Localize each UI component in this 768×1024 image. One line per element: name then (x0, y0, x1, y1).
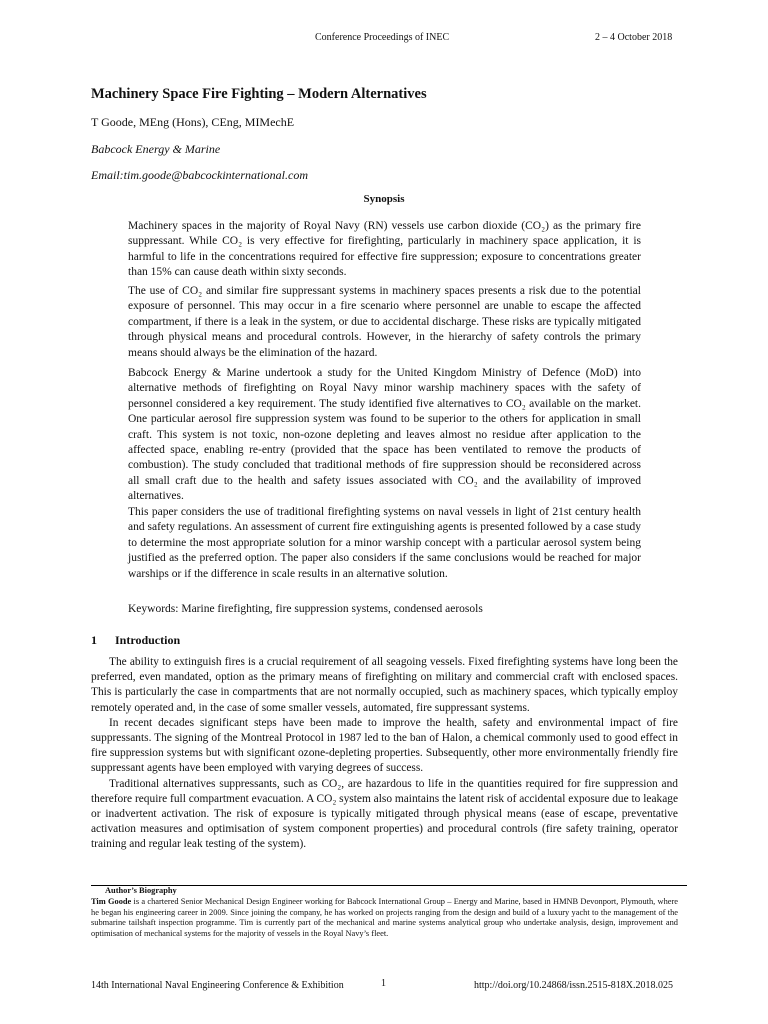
page-number: 1 (381, 978, 386, 989)
introduction-paragraph-2: In recent decades significant steps have been made to improve the health, safety and environmental impact of fire suppressants. The signing of the Montreal Protocol in 1987 led to the ban of Halon, a chemical commonly used to good effect in fire suppression systems but with significant ozone-depleting properties. Subsequently, other more environmentally friendly fire suppressant agents have been employed with varying degrees of success. (91, 716, 678, 775)
section-number: 1 (91, 633, 97, 647)
section-title: Introduction (115, 633, 181, 647)
footer-doi[interactable]: http://doi.org/10.24868/issn.2515-818X.2018.025 (474, 980, 673, 991)
biography-text (91, 897, 678, 939)
biography-name: Tim Goode (91, 897, 132, 906)
synopsis-heading: Synopsis (363, 193, 405, 205)
section-heading-introduction (91, 633, 180, 648)
introduction-paragraph-1: The ability to extinguish fires is a crucial requirement of all seagoing vessels. Fixed firefighting systems have long been the preferred, even mandated, option as the primary means of firefighting on military and commercial craft with enclosed spaces. This is particularly the case in compartments that are not normally occupied, such as machinery spaces, which typically employ remotely operated and, in the case of some smaller vessels, automated, fire suppressant systems. (91, 656, 678, 714)
biography-heading: Author’s Biography (105, 886, 177, 895)
introduction-paragraph-3: Traditional alternatives suppressants, such as CO₂, are hazardous to life in the quantities required for fire suppression and therefore require full compartment evacuation. A CO₂ system also maintains the latent risk of accidental exposure due to leakage or inadvertent activation. The risk of exposure is typically mitigated through physical means (ease of escape, preventative activation measures and optimisation of system component properties) and procedural controls (fire safety training, operator training and regular leak testing of the system). (91, 777, 678, 851)
footer-conference: 14th International Naval Engineering Conference & Exhibition (91, 980, 344, 991)
paper-title: Machinery Space Fire Fighting – Modern Alternatives (91, 86, 427, 102)
synopsis-paragraph-4: This paper considers the use of traditional firefighting systems on naval vessels in light of 21st century health and safety regulations. An assessment of current fire extinguishing agents is presented followed by a case study to determine the most appropriate solution for a minor warship concept with a particular aerosol system being justified as the preferred option. The paper also considers if the same conclusions would be reached for major warships or if the difference in scale results in an alternative solution. (128, 506, 641, 580)
biography-body: is a chartered Senior Mechanical Design Engineer working for Babcock International Group – Energy and Marine, based in HMNB Devonport, Plymouth, where he began his engineering career in 2009. Since joining the company, he has worked on projects ranging from the design and build of a luxury yacht to the management of the submarine tailshaft inspection programme. Tim is currently part of the mechanical and marine systems analytical group who undertake analysis, design, improvement and optimisation of mechanical systems for the majority of vessels in the Royal Navy’s fleet. (91, 897, 678, 938)
keywords: Keywords: Marine firefighting, fire suppression systems, condensed aerosols (128, 603, 483, 615)
author-line: T Goode, MEng (Hons), CEng, MIMechE (91, 115, 295, 129)
running-header-conference: Conference Proceedings of INEC (315, 32, 450, 43)
email: Email:tim.goode@babcockinternational.com (91, 168, 308, 182)
synopsis-paragraph-3: Babcock Energy & Marine undertook a study for the United Kingdom Ministry of Defence (MoD) into alternative methods of firefighting on Royal Navy minor warship machinery spaces with the safety of personnel considered a key requirement. The study identified five alternatives to CO₂ available on the market. One particular aerosol fire suppression system was found to be superior to the others for application in small craft. This system is not toxic, non-ozone depleting and leaves almost no residue after application to the affected space, enabling re-entry (provided that the space has been ventilated to remove the products of combustion). The study concluded that traditional methods of fire suppression should be reconsidered across all small craft due to the health and safety issues associated with CO₂ and the availability of improved alternatives. (128, 367, 641, 503)
synopsis-paragraph-2: The use of CO₂ and similar fire suppressant systems in machinery spaces presents a risk due to the potential exposure of personnel. This may occur in a fire scenario where personnel are unable to escape the affected compartment, if there is a leak in the system, or due to accidental discharge. These risks are typically mitigated through physical means and procedural controls. However, in the hierarchy of safety controls the primary means should always be the elimination of the hazard. (128, 285, 641, 359)
introduction-body (91, 655, 678, 853)
synopsis-paragraph-1: Machinery spaces in the majority of Royal Navy (RN) vessels use carbon dioxide (CO₂) as the primary fire suppressant. While CO₂ is very effective for firefighting, particularly in machinery space application, it is harmful to life in the concentrations required for effective fire suppression; exposure to concentrations greater than 15% can cause death within sixty seconds. (128, 220, 641, 279)
running-header-dates: 2 – 4 October 2018 (595, 32, 673, 43)
affiliation: Babcock Energy & Marine (91, 142, 221, 156)
